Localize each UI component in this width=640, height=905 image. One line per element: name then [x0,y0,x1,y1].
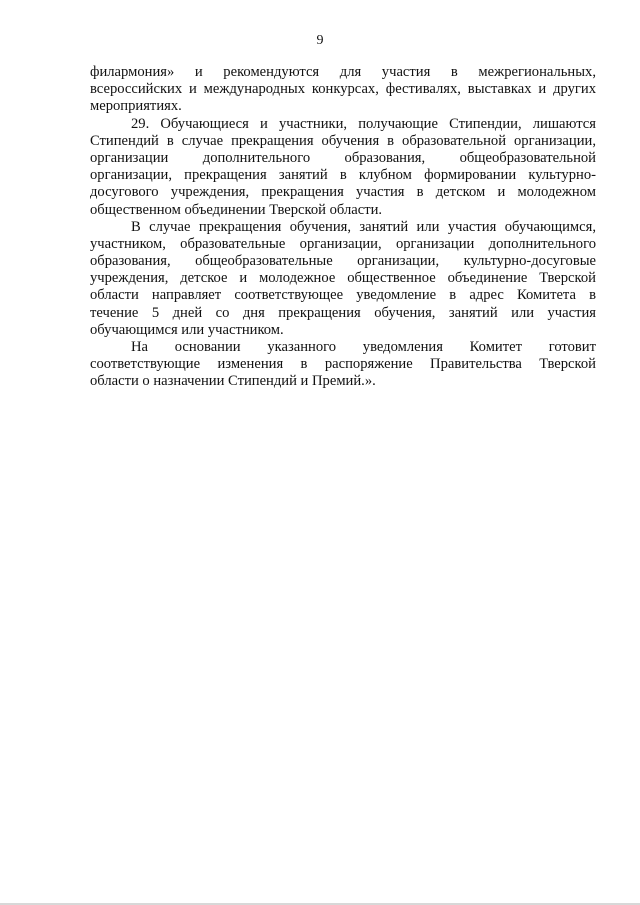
text-line: мероприятиях. [90,98,182,115]
text-line: досугового учреждения, прекращения участия в детском и молодежном [90,184,596,201]
text-line: области о назначении Стипендий и Премий.». [90,373,376,390]
text-line: На основании указанного уведомления Комитет готовит [131,339,596,355]
text-line: 29. Обучающиеся и участники, получающие Стипендии, лишаются [131,115,596,132]
text-line: течение 5 дней со дня прекращения обучения, занятий или участия [90,304,596,321]
text-line: области направляет соответствующее уведомление в адрес Комитета в [90,287,596,304]
paragraph [90,116,596,219]
text-line: организации, прекращения занятий в клубном формировании культурно- [90,167,596,184]
text-line: образования, общеобразовательные организации, культурно-досуговые [90,253,596,270]
text-line: организации дополнительного образования, общеобразовательной [90,149,596,166]
paragraph [90,219,596,339]
paragraph [90,339,596,391]
document-body [90,64,596,391]
text-line: учреждения, детское и молодежное общественное объединение Тверской [90,270,596,287]
text-line: Стипендий в случае прекращения обучения в образовательной организации, [90,132,596,149]
text-line: общественном объединении Тверской области. [90,201,383,218]
text-line: обучающимся или участником. [90,321,284,338]
text-line: участником, образовательные организации, организации дополнительного [90,235,596,252]
paragraph [90,64,596,116]
text-line: всероссийских и международных конкурсах, фестивалях, выставках и других [90,81,596,98]
text-line: В случае прекращения обучения, занятий или участия обучающимся, [131,218,596,235]
page-number: 9 [316,33,324,48]
text-line: соответствующие изменения в распоряжение Правительства Тверской [90,356,596,373]
text-line: филармония» и рекомендуются для участия в межрегиональных, [90,64,596,80]
